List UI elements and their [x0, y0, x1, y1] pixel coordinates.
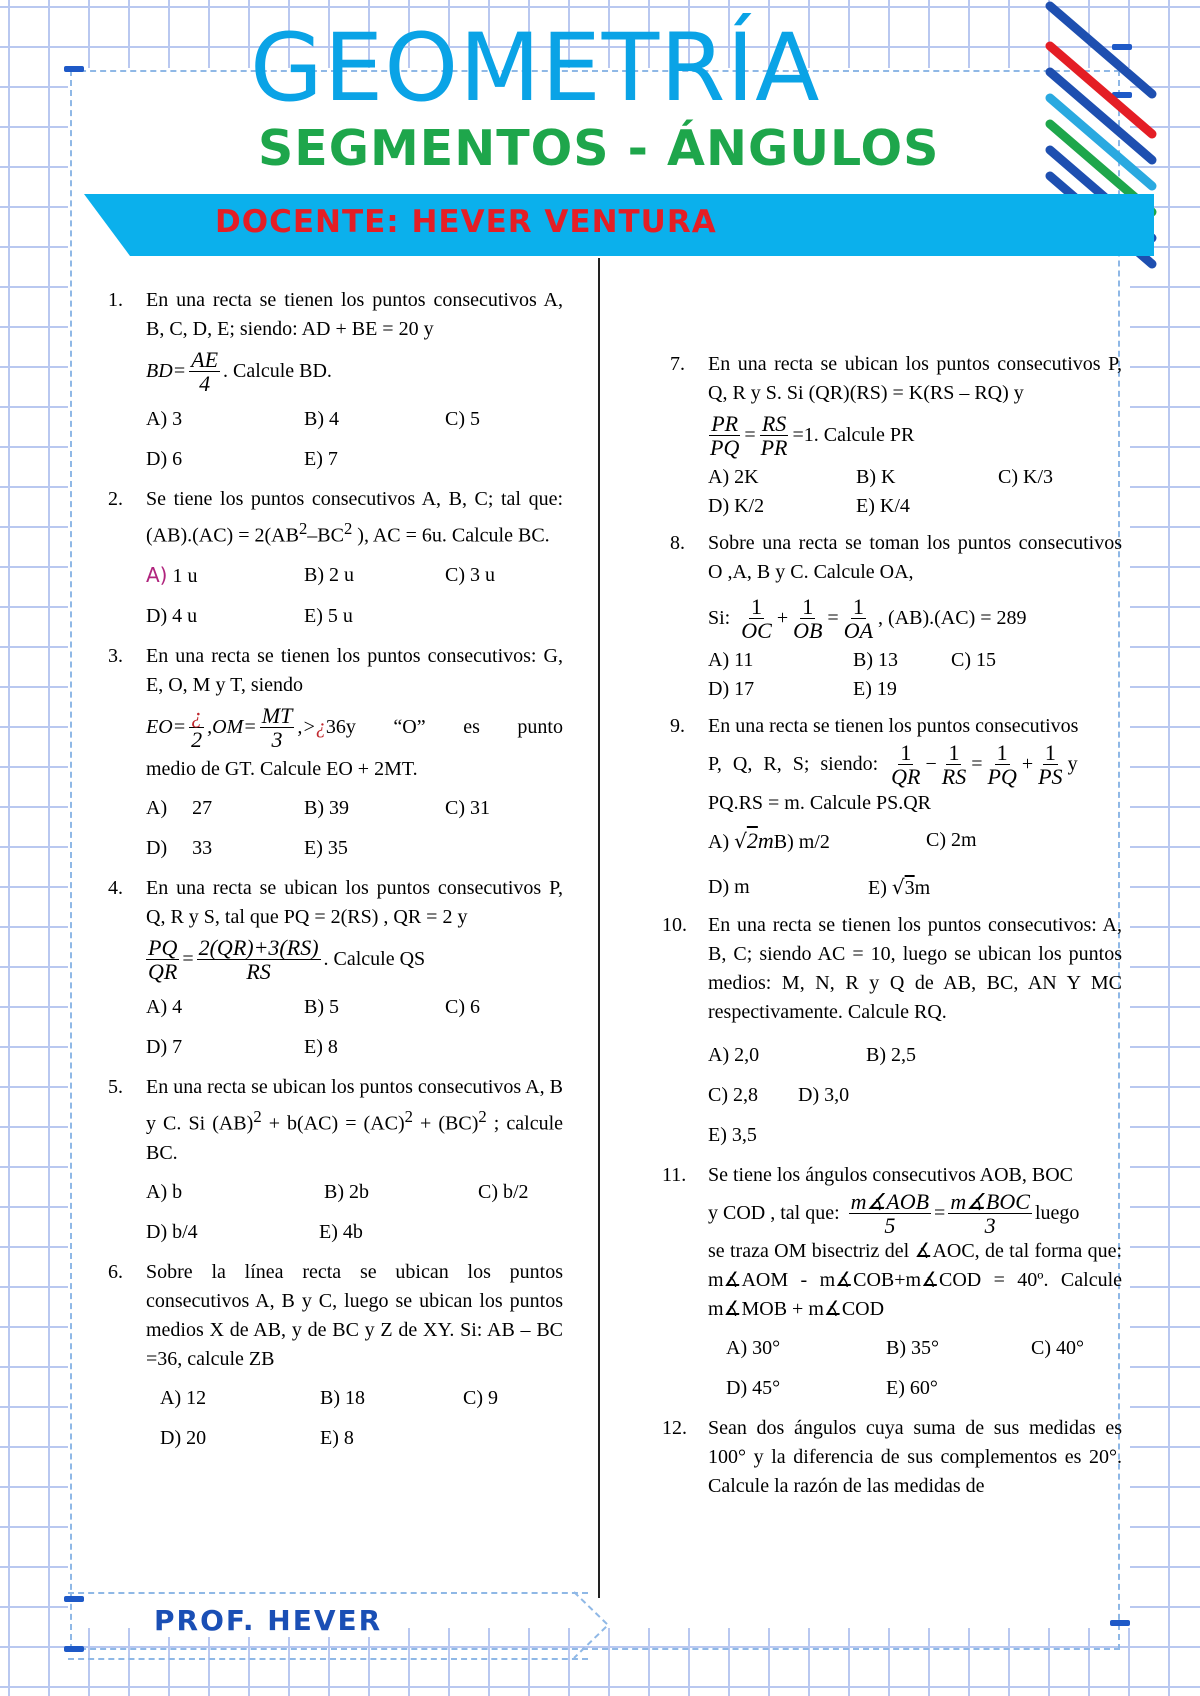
- question-number: 9.: [670, 715, 685, 738]
- option[interactable]: C) 2m: [926, 828, 977, 851]
- formula-text: =: [934, 1201, 946, 1224]
- formula: [146, 348, 563, 395]
- fraction-denominator: OB: [793, 618, 823, 644]
- option-a[interactable]: [146, 561, 304, 591]
- option-b[interactable]: B) m/2: [773, 830, 830, 853]
- fraction: [708, 412, 741, 459]
- fraction-denominator: OA: [843, 618, 874, 644]
- option[interactable]: B) 13: [853, 649, 898, 672]
- fraction-numerator: 1: [996, 740, 1008, 766]
- fraction-denominator: 3: [271, 726, 283, 752]
- option[interactable]: A) 2K: [708, 466, 759, 489]
- formula-text: +: [776, 607, 789, 630]
- question-number: 4.: [108, 877, 123, 900]
- option[interactable]: E) 60°: [886, 1376, 938, 1399]
- option[interactable]: C) 9: [463, 1386, 498, 1409]
- option[interactable]: C) b/2: [478, 1180, 529, 1203]
- option-e[interactable]: [868, 873, 1018, 903]
- option[interactable]: B) 5: [304, 996, 339, 1019]
- question-stem: Se tiene los ángulos consecutivos AOB, BOC: [708, 1163, 1073, 1186]
- formula-text: y COD , tal que:: [708, 1201, 840, 1224]
- formula: [146, 936, 563, 983]
- formula-tail: luego: [1034, 1201, 1080, 1224]
- option[interactable]: D) b/4: [146, 1220, 198, 1243]
- answer-options: [146, 561, 563, 642]
- formula-text: P, Q, R, S; siendo:: [708, 753, 879, 776]
- option[interactable]: D) 6: [146, 448, 183, 471]
- corner-mark: [1110, 1620, 1130, 1626]
- option[interactable]: C) K/3: [998, 466, 1053, 489]
- question-stem: En una recta se ubican los puntos consecutivos P, Q, R y S, tal que PQ = 2(RS) , QR = 2 y: [146, 877, 563, 929]
- formula-text: ,OM=: [207, 715, 257, 738]
- formula-text: BD=: [146, 360, 187, 383]
- fraction-numerator: 1: [948, 740, 960, 766]
- answer-options: [146, 993, 563, 1073]
- formula-text: +: [1021, 753, 1034, 776]
- question-number: 3.: [108, 644, 123, 667]
- formula: [708, 741, 1122, 788]
- fraction-denominator: QR: [148, 959, 178, 985]
- formula-tail: . Calcule PR: [813, 424, 915, 447]
- fraction-numerator: 2(QR)+3(RS): [198, 935, 319, 961]
- fraction: [197, 936, 321, 983]
- radicand: 3: [904, 876, 915, 899]
- option[interactable]: A) 11: [708, 649, 754, 672]
- corner-mark: [64, 66, 84, 72]
- formula-tail: . Calcule BD.: [223, 360, 332, 383]
- option[interactable]: A) 4: [146, 996, 183, 1019]
- answer-options: [708, 1041, 1122, 1161]
- question-stem: En una recta se tienen los puntos consecutivos: [708, 715, 1079, 738]
- superscript: 2: [343, 519, 353, 539]
- formula-text: ¿: [315, 715, 326, 738]
- formula-text: y: [1067, 753, 1078, 776]
- question-3: [108, 642, 563, 874]
- question-7: [670, 350, 1122, 529]
- variable: m: [914, 876, 931, 899]
- option[interactable]: E) 4b: [319, 1220, 363, 1243]
- formula: [708, 595, 1122, 642]
- question-stem: Sobre la línea recta se ubican los puntos consecutivos A, B y C, luego se ubican los puntos medios X de AB, y de BC y Z de XY. Si: AB – BC =36, calcule ZB: [146, 1260, 563, 1370]
- superscript: 2: [253, 1107, 262, 1127]
- option[interactable]: A) 12: [160, 1386, 207, 1409]
- fraction-denominator: 4: [199, 371, 211, 397]
- answer-options: [146, 1384, 563, 1464]
- formula-tail: . Calcule QS: [323, 948, 426, 971]
- fraction-numerator: 1: [751, 594, 763, 620]
- superscript: 2: [478, 1107, 487, 1127]
- option[interactable]: A) b: [146, 1180, 183, 1203]
- option[interactable]: D) 20: [160, 1426, 207, 1449]
- question-stem-continued: medio de GT. Calcule EO + 2MT.: [146, 758, 418, 781]
- formula: [708, 412, 1122, 459]
- right-column: [662, 350, 1122, 1501]
- option-letter: A): [146, 562, 168, 587]
- fraction-denominator: PR: [760, 435, 788, 461]
- fraction: [940, 741, 968, 788]
- teacher-name: DOCENTE: HEVER VENTURA: [215, 204, 717, 240]
- fraction-denominator: OC: [741, 618, 772, 644]
- stem-text: + (BC): [412, 1112, 479, 1135]
- answer-options: [708, 1334, 1122, 1414]
- formula-text: =1: [792, 424, 814, 447]
- fraction-numerator: RS: [761, 411, 787, 436]
- option[interactable]: E) 8: [304, 1036, 338, 1059]
- option[interactable]: E) 19: [853, 678, 897, 701]
- fraction-denominator: RS: [941, 764, 967, 790]
- option[interactable]: D) 33: [146, 837, 213, 860]
- option[interactable]: A) 3: [146, 408, 183, 431]
- option[interactable]: D) 17: [708, 678, 755, 701]
- formula-text: =: [182, 948, 194, 971]
- fraction: [189, 704, 204, 751]
- fraction-numerator: 1: [852, 594, 864, 620]
- fraction-numerator: PQ: [148, 935, 178, 961]
- option[interactable]: C) 5: [445, 408, 480, 431]
- answer-options: [708, 646, 1122, 712]
- question-number: 1.: [108, 289, 123, 311]
- sqrt-symbol: √: [734, 828, 747, 853]
- variable: m: [757, 827, 774, 853]
- fraction: [189, 348, 220, 395]
- question-stem-continued: PQ.RS = m. Calcule PS.QR: [708, 791, 931, 814]
- formula-tail: , (AB).(AC) = 289: [878, 607, 1027, 630]
- option[interactable]: D) 4 u: [146, 604, 198, 627]
- option[interactable]: E) 3,5: [708, 1123, 757, 1146]
- option[interactable]: B) 39: [304, 797, 349, 820]
- option[interactable]: B) 35°: [886, 1336, 939, 1359]
- fraction: [948, 1190, 1032, 1237]
- fraction-denominator: PQ: [987, 764, 1017, 790]
- question-stem: En una recta se tienen los puntos consecutivos A, B, C, D, E; siendo: AD + BE = 20 y: [146, 289, 563, 340]
- fraction: [146, 936, 179, 983]
- option[interactable]: B) 2b: [324, 1180, 369, 1203]
- question-stem: [146, 485, 563, 551]
- option[interactable]: B) 4: [304, 408, 339, 431]
- fraction: [1036, 741, 1064, 788]
- column-divider: [598, 258, 600, 1598]
- question-number: 5.: [108, 1076, 123, 1099]
- option[interactable]: A) 30°: [726, 1336, 781, 1359]
- formula-text: =: [827, 607, 839, 630]
- stem-text: + b(AC) = (AC): [261, 1112, 405, 1135]
- fraction: [842, 595, 875, 642]
- fraction-numerator: m∡AOB: [850, 1188, 930, 1214]
- fraction-denominator: QR: [891, 764, 921, 790]
- question-stem: En una recta se ubican los puntos consecutivos P, Q, R y S. Si (QR)(RS) = K(RS – RQ) y: [708, 353, 1122, 404]
- option[interactable]: B) 2,5: [866, 1043, 916, 1066]
- option[interactable]: D) 7: [146, 1036, 183, 1059]
- fraction: [759, 412, 790, 459]
- question-8: [670, 529, 1122, 712]
- option[interactable]: A) 27: [146, 797, 213, 820]
- option[interactable]: B) K: [856, 466, 896, 489]
- answer-options: [146, 794, 563, 874]
- question-number: 10.: [662, 913, 687, 936]
- answer-options: [146, 1178, 563, 1258]
- option[interactable]: D) 3,0: [798, 1083, 850, 1106]
- fraction-numerator: 1: [802, 594, 814, 620]
- fraction: [791, 595, 824, 642]
- sqrt-symbol: √: [891, 874, 905, 899]
- stem-text: ; calcule BC.: [146, 1112, 564, 1164]
- formula-text: ,>: [297, 715, 316, 738]
- question-9: [670, 712, 1122, 910]
- formula-text: =: [744, 424, 756, 447]
- question-stem: Sobre una recta se toman los puntos consecutivos O ,A, B y C. Calcule OA,: [708, 532, 1122, 584]
- formula-text: =: [971, 753, 983, 776]
- option-a[interactable]: [708, 826, 926, 857]
- page-title: GEOMETRÍA: [250, 14, 821, 123]
- fraction-denominator: 3: [984, 1212, 996, 1238]
- question-stem: Sean dos ángulos cuya suma de sus medidas es 100° y la diferencia de sus complementos es 20°. Calcule la razón de las medidas de: [708, 1416, 1122, 1497]
- option[interactable]: B) 18: [320, 1386, 365, 1409]
- fraction-numerator: 1: [900, 740, 912, 766]
- formula-text: EO=: [146, 715, 187, 738]
- option[interactable]: D) m: [708, 875, 750, 898]
- question-number: 2.: [108, 488, 123, 511]
- fraction-denominator: PQ: [710, 435, 740, 461]
- question-stem: En una recta se tienen los puntos consecutivos: A, B, C; siendo AC = 10, luego se ubican los puntos medios: M, N, R y Q de AB, BC, AN Y MC respectivamente. Calcule RQ.: [708, 913, 1122, 1023]
- formula: [708, 1190, 1122, 1237]
- option[interactable]: C) 40°: [1031, 1336, 1084, 1359]
- question-number: 7.: [670, 353, 685, 375]
- question-number: 6.: [108, 1260, 123, 1283]
- option[interactable]: C) 31: [445, 797, 490, 820]
- left-column: [108, 286, 563, 1464]
- footer-arrow-tip: [572, 1590, 612, 1660]
- option[interactable]: D) 45°: [726, 1376, 781, 1399]
- question-stem: En una recta se tienen los puntos consecutivos: G, E, O, M y T, siendo: [146, 644, 563, 696]
- option[interactable]: C) 2,8: [708, 1083, 758, 1106]
- option[interactable]: E) 5 u: [304, 604, 353, 627]
- fraction-numerator: m∡BOC: [950, 1188, 1030, 1214]
- answer-options: [708, 826, 1122, 911]
- question-5: [108, 1073, 563, 1258]
- question-1: [108, 286, 563, 485]
- stem-text: –BC: [307, 524, 344, 547]
- fraction-denominator: 5: [884, 1212, 896, 1238]
- fraction-numerator: AE: [191, 347, 219, 372]
- question-4: [108, 874, 563, 1073]
- stem-text: ), AC = 6u. Calcule BC.: [352, 524, 550, 547]
- stem-text: En una recta se ubican los puntos consecutivos A, B y C. Si (AB): [146, 1076, 563, 1135]
- formula-text: −: [925, 753, 937, 776]
- fraction-numerator: PR: [711, 411, 739, 436]
- fraction: [986, 741, 1019, 788]
- formula-text: Si:: [708, 607, 731, 630]
- option[interactable]: C) 15: [951, 649, 996, 672]
- superscript: 2: [298, 519, 308, 539]
- question-12: [662, 1414, 1122, 1501]
- fraction: [889, 741, 922, 788]
- option[interactable]: D) K/2: [708, 495, 765, 518]
- radicand: 2: [746, 827, 758, 853]
- fraction-numerator: 1: [1044, 740, 1056, 766]
- stem-text: Se tiene los puntos consecutivos A, B, C; tal que: (AB).(AC) = 2(AB: [146, 488, 563, 547]
- fraction-denominator: 2: [191, 726, 203, 752]
- formula-tail: 36y “O” es punto: [325, 715, 563, 738]
- fraction-denominator: PS: [1038, 764, 1063, 790]
- footer-label: PROF. HEVER: [150, 1604, 386, 1637]
- formula: [146, 704, 563, 751]
- question-stem-continued: se traza OM bisectriz del ∡AOC, de tal forma que: m∡AOM - m∡COB+m∡COD = 40º. Calcule m∡MOB + m∡COD: [708, 1239, 1122, 1320]
- option[interactable]: E) 35: [304, 837, 348, 860]
- answer-options: [708, 463, 1122, 529]
- answer-options: [146, 405, 563, 485]
- option[interactable]: B) 2 u: [304, 563, 354, 586]
- fraction-numerator: ¿: [191, 702, 203, 728]
- option-letter: A): [708, 830, 730, 853]
- option[interactable]: E) 8: [320, 1426, 354, 1449]
- option-value: 1 u: [167, 564, 198, 587]
- question-10: [662, 911, 1122, 1161]
- question-11: [662, 1161, 1122, 1414]
- question-stem: [146, 1073, 563, 1168]
- fraction: [260, 704, 295, 751]
- option[interactable]: E) K/4: [856, 495, 910, 518]
- option[interactable]: C) 3 u: [445, 563, 495, 586]
- fraction: [739, 595, 774, 642]
- fraction: [849, 1190, 931, 1237]
- question-2: [108, 485, 563, 642]
- question-number: 8.: [670, 532, 685, 555]
- question-6: [108, 1258, 563, 1464]
- question-number: 12.: [662, 1416, 687, 1439]
- option[interactable]: E) 7: [304, 448, 338, 471]
- option[interactable]: A) 2,0: [708, 1043, 760, 1066]
- superscript: 2: [404, 1107, 413, 1127]
- fraction-numerator: MT: [261, 702, 293, 728]
- question-number: 11.: [662, 1163, 687, 1186]
- page-subtitle: SEGMENTOS - ÁNGULOS: [258, 120, 940, 177]
- option[interactable]: C) 6: [445, 996, 480, 1019]
- fraction-denominator: RS: [246, 959, 271, 985]
- option-letter: E): [868, 876, 887, 899]
